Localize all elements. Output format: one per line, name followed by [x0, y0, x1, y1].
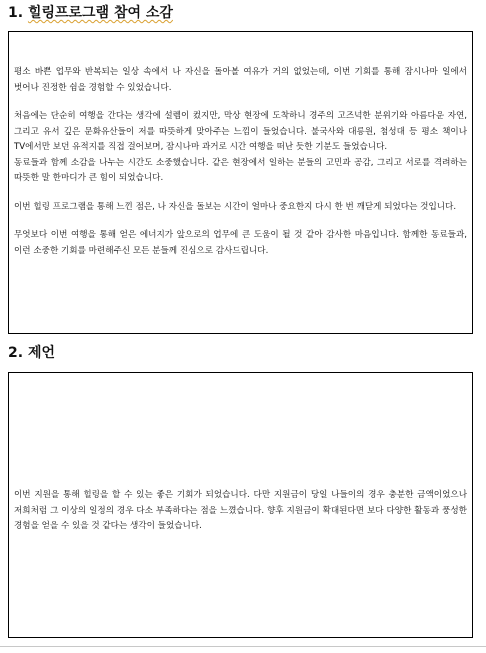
section-heading-impressions — [8, 4, 173, 22]
suggestions-text-box[interactable] — [8, 372, 473, 638]
paragraph: 무엇보다 이번 여행을 통해 얻은 에너지가 앞으로의 업무에 큰 도움이 될 것 같아 감사한 마음입니다. 함께한 동료들과, 이런 소중한 기회를 마련해주신 모든 분들께 진심으로 감사드립니다. — [14, 230, 467, 256]
paragraph-gap — [14, 96, 467, 109]
paragraph: 이번 힐링 프로그램을 통해 느낀 점은, 나 자신을 돌보는 시간이 얼마나 중요한지 다시 한 번 깨닫게 되었다는 것입니다. — [14, 201, 457, 212]
paragraph-gap — [14, 215, 467, 228]
paragraph-gap — [14, 187, 467, 200]
page-bottom-divider — [0, 646, 486, 647]
paragraph: 처음에는 단순히 여행을 간다는 생각에 설렘이 컸지만, 막상 현장에 도착하니 경주의 고즈넉한 분위기와 아름다운 자연, 그리고 유서 깊은 문화유산들이 저를 따뜻하게 맞아주는 느낌이 들었습니다. 불국사와 대릉원, 첨성대 등 평소 책이나 TV에서만 보던 유적지를 직접 걸어보며, 잠시나마 과거로 시간 여행을 떠난 듯한 기분도 들었습니다. — [14, 111, 467, 152]
section-number: 1. — [8, 5, 24, 21]
paragraph: 이번 지원을 통해 힐링을 할 수 있는 좋은 기회가 되었습니다. 다만 지원금이 당일 나들이의 경우 충분한 금액이었으나 저희처럼 그 이상의 일정의 경우 다소 부족하다는 점을 느꼈습니다. 향후 지원금이 확대된다면 보다 다양한 활동과 풍성한 경험을 얻을 수 있을 것 같다는 생각이 들었습니다. — [14, 490, 467, 531]
paragraph: 평소 바쁜 업무와 반복되는 일상 속에서 나 자신을 돌아볼 여유가 거의 없었는데, 이번 기회를 통해 잠시나마 일에서 벗어나 진정한 쉼을 경험할 수 있었습니다. — [14, 67, 467, 93]
impressions-text-box[interactable] — [8, 31, 473, 334]
section-heading-suggestions — [8, 344, 55, 362]
section-title: 제언 — [27, 345, 55, 361]
section-title: 힐링프로그램 참여 소감 — [27, 5, 173, 21]
paragraph: 동료들과 함께 소감을 나누는 시간도 소중했습니다. 같은 현장에서 일하는 분들의 고민과 공감, 그리고 서로를 격려하는 따뜻한 말 한마디가 큰 힘이 되었습니다. — [14, 157, 467, 183]
section-number: 2. — [8, 345, 24, 361]
